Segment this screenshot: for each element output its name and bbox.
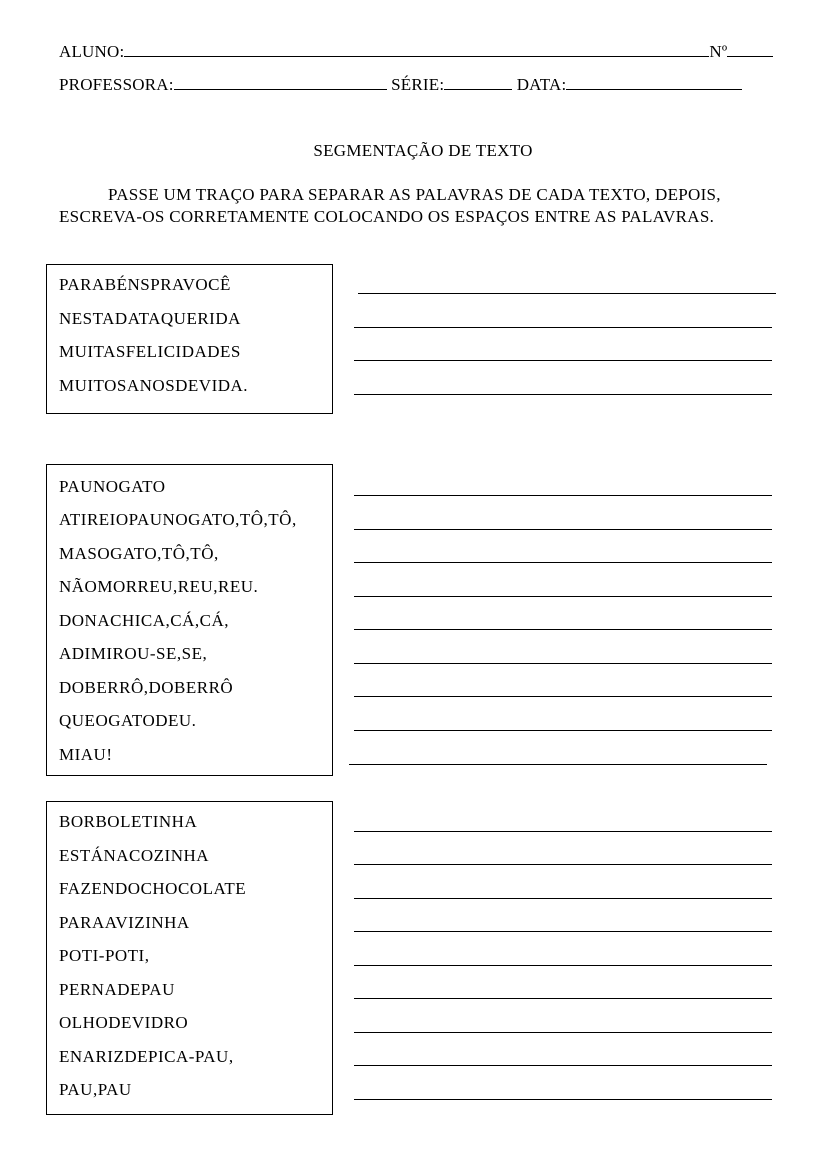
word-line: DONACHICA,CÁ,CÁ, [59,611,229,630]
word-line: ADIMIROU-SE,SE, [59,644,208,663]
word-line: PARAAVIZINHA [59,913,190,932]
answer-line[interactable] [354,529,772,530]
answer-line[interactable] [354,360,772,361]
word-line: OLHODEVIDRO [59,1013,189,1032]
date-field[interactable] [566,75,742,90]
word-line: ESTÁNACOZINHA [59,846,210,865]
answer-line[interactable] [354,998,772,999]
answer-line[interactable] [354,1032,772,1033]
answer-line[interactable] [354,931,772,932]
answer-line[interactable] [354,864,772,865]
word-line: PAU,PAU [59,1080,132,1099]
grade-label: SÉRIE: [391,75,445,94]
teacher-row [59,75,742,95]
word-line: MIAU! [59,745,113,764]
answer-line[interactable] [354,596,772,597]
word-line: PARABÉNSPRAVOCÊ [59,275,231,294]
word-line: MUITOSANOSDEVIDA. [59,376,249,395]
word-line: QUEOGATODEU. [59,711,197,730]
answer-line[interactable] [354,898,772,899]
answer-line[interactable] [349,764,767,765]
date-label: DATA: [516,75,567,94]
student-number-field[interactable] [727,42,773,57]
word-line: ENARIZDEPICA-PAU, [59,1047,234,1066]
word-line: NÃOMORREU,REU,REU. [59,577,259,596]
number-label: Nº [709,42,728,61]
word-line: MUITASFELICIDADES [59,342,241,361]
grade-field[interactable] [444,75,512,90]
teacher-name-field[interactable] [174,75,387,90]
answer-line[interactable] [354,730,772,731]
answer-line[interactable] [354,663,772,664]
answer-line[interactable] [354,495,772,496]
student-name-row [59,42,773,62]
word-line: NESTADATAQUERIDA [59,309,241,328]
answer-line[interactable] [354,831,772,832]
teacher-label: PROFESSORA: [59,75,174,94]
answer-line[interactable] [358,293,776,294]
answer-line[interactable] [354,696,772,697]
student-label: ALUNO: [59,42,125,61]
answer-line[interactable] [354,1065,772,1066]
answer-line[interactable] [354,629,772,630]
answer-line[interactable] [354,562,772,563]
instruction-text: PASSE UM TRAÇO PARA SEPARAR AS PALAVRAS DE CADA TEXTO, DEPOIS, ESCREVA-OS CORRETAMENTE COLOCANDO OS ESPAÇOS ENTRE AS PALAVRAS. [59,185,721,226]
answer-line[interactable] [354,327,772,328]
word-line: ATIREIOPAUNOGATO,TÔ,TÔ, [59,510,297,529]
word-line: MASOGATO,TÔ,TÔ, [59,544,219,563]
student-name-field[interactable] [124,42,709,57]
answer-line[interactable] [354,394,772,395]
answer-line[interactable] [354,965,772,966]
answer-line[interactable] [354,1099,772,1100]
word-line: POTI-POTI, [59,946,150,965]
word-line: PERNADEPAU [59,980,175,999]
word-line: BORBOLETINHA [59,812,198,831]
word-line: FAZENDOCHOCOLATE [59,879,247,898]
page-title: SEGMENTAÇÃO DE TEXTO [313,141,533,160]
word-line: PAUNOGATO [59,477,166,496]
word-line: DOBERRÔ,DOBERRÔ [59,678,234,697]
